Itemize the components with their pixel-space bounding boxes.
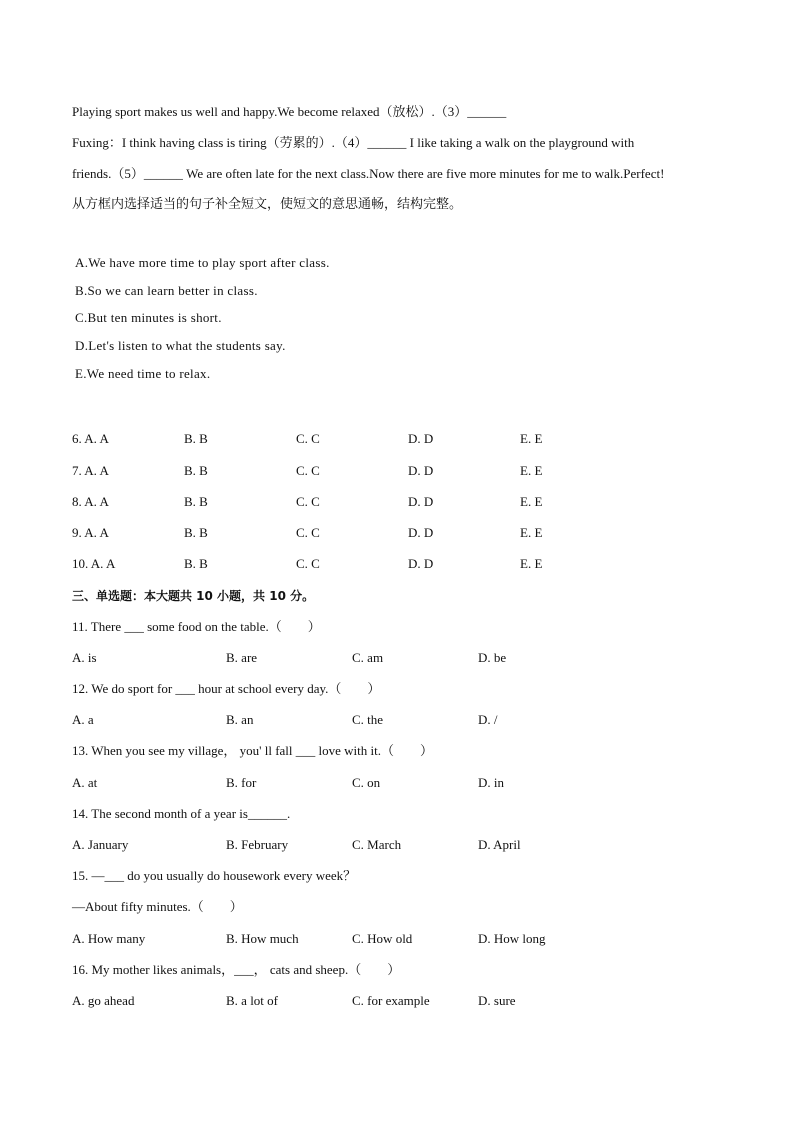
- q12-option-c[interactable]: C. the: [352, 712, 384, 727]
- answer-row-6: [72, 431, 692, 447]
- q13-option-c[interactable]: C. on: [352, 775, 381, 790]
- q11-option-b[interactable]: B. are: [226, 650, 258, 665]
- answer-10-a[interactable]: 10. A. A: [72, 556, 116, 571]
- answer-6-a[interactable]: 6. A. A: [72, 431, 109, 446]
- question-14-options: [72, 837, 692, 853]
- option-c: C.But ten minutes is short.: [75, 310, 222, 325]
- answer-8-a[interactable]: 8. A. A: [72, 494, 109, 509]
- q16-option-d[interactable]: D. sure: [478, 993, 516, 1008]
- q11-option-c[interactable]: C. am: [352, 650, 384, 665]
- q15-option-a[interactable]: A. How many: [72, 931, 146, 946]
- q15-option-d[interactable]: D. How long: [478, 931, 546, 946]
- q14-option-c[interactable]: C. March: [352, 837, 402, 852]
- question-15-stem: 15. —___ do you usually do housework every week？: [72, 868, 357, 883]
- q14-option-a[interactable]: A. January: [72, 837, 129, 852]
- answer-6-b[interactable]: B. B: [184, 431, 208, 446]
- question-13-options: [72, 775, 692, 791]
- answer-10-d[interactable]: D. D: [408, 556, 434, 571]
- q11-option-d[interactable]: D. be: [478, 650, 507, 665]
- answer-row-9: [72, 525, 692, 541]
- q16-option-b[interactable]: B. a lot of: [226, 993, 278, 1008]
- answer-row-8: [72, 494, 692, 510]
- answer-row-7: [72, 463, 692, 479]
- question-15-options: [72, 931, 692, 947]
- passage-line-2: Fuxing：I think having class is tiring（劳累的）.（4）______ I like taking a walk on the playground with: [72, 135, 635, 150]
- answer-7-b[interactable]: B. B: [184, 463, 208, 478]
- answer-9-c[interactable]: C. C: [296, 525, 320, 540]
- question-11-stem: 11. There ___ some food on the table.（ ）: [72, 619, 321, 634]
- question-11-options: [72, 650, 692, 666]
- q13-option-a[interactable]: A. at: [72, 775, 98, 790]
- q15-option-b[interactable]: B. How much: [226, 931, 299, 946]
- option-b: B.So we can learn better in class.: [75, 283, 258, 298]
- section-3-title: 三、单选题：本大题共 10 小题，共 10 分。: [72, 589, 315, 603]
- q15-option-c[interactable]: C. How old: [352, 931, 413, 946]
- q13-option-d[interactable]: D. in: [478, 775, 504, 790]
- question-16-stem: 16. My mother likes animals，___， cats and sheep.（ ）: [72, 962, 401, 977]
- answer-row-10: [72, 556, 692, 572]
- answer-8-b[interactable]: B. B: [184, 494, 208, 509]
- answer-6-e[interactable]: E. E: [520, 431, 543, 446]
- answer-9-e[interactable]: E. E: [520, 525, 543, 540]
- q16-option-c[interactable]: C. for example: [352, 993, 430, 1008]
- option-d: D.Let's listen to what the students say.: [75, 338, 286, 353]
- question-12-stem: 12. We do sport for ___ hour at school every day.（ ）: [72, 681, 381, 696]
- answer-6-d[interactable]: D. D: [408, 431, 434, 446]
- q12-option-d[interactable]: D. /: [478, 712, 498, 727]
- question-13-stem: 13. When you see my village， you' ll fall ___ love with it.（ ）: [72, 743, 433, 758]
- q16-option-a[interactable]: A. go ahead: [72, 993, 135, 1008]
- question-15-stem-2: —About fifty minutes.（ ）: [72, 899, 243, 914]
- q12-option-b[interactable]: B. an: [226, 712, 254, 727]
- answer-7-e[interactable]: E. E: [520, 463, 543, 478]
- q11-option-a[interactable]: A. is: [72, 650, 97, 665]
- passage-line-3: friends.（5）______ We are often late for the next class.Now there are five more minutes for me to walk.Perfect!: [72, 166, 665, 181]
- answer-9-b[interactable]: B. B: [184, 525, 208, 540]
- answer-7-d[interactable]: D. D: [408, 463, 434, 478]
- answer-10-c[interactable]: C. C: [296, 556, 320, 571]
- answer-10-b[interactable]: B. B: [184, 556, 208, 571]
- passage-instruction: 从方框内选择适当的句子补全短文，使短文的意思通畅，结构完整。: [72, 197, 463, 212]
- question-16-options: [72, 993, 692, 1009]
- answer-7-c[interactable]: C. C: [296, 463, 320, 478]
- answer-9-a[interactable]: 9. A. A: [72, 525, 109, 540]
- option-e: E.We need time to relax.: [75, 366, 211, 381]
- answer-8-d[interactable]: D. D: [408, 494, 434, 509]
- answer-8-e[interactable]: E. E: [520, 494, 543, 509]
- answer-7-a[interactable]: 7. A. A: [72, 463, 109, 478]
- question-12-options: [72, 712, 692, 728]
- q14-option-b[interactable]: B. February: [226, 837, 289, 852]
- q12-option-a[interactable]: A. a: [72, 712, 94, 727]
- answer-6-c[interactable]: C. C: [296, 431, 320, 446]
- answer-10-e[interactable]: E. E: [520, 556, 543, 571]
- q14-option-d[interactable]: D. April: [478, 837, 521, 852]
- answer-9-d[interactable]: D. D: [408, 525, 434, 540]
- passage-line-1: Playing sport makes us well and happy.We become relaxed（放松）.（3）______: [72, 104, 507, 119]
- option-a: A.We have more time to play sport after class.: [75, 255, 330, 270]
- answer-8-c[interactable]: C. C: [296, 494, 320, 509]
- q13-option-b[interactable]: B. for: [226, 775, 257, 790]
- question-14-stem: 14. The second month of a year is______.: [72, 806, 291, 821]
